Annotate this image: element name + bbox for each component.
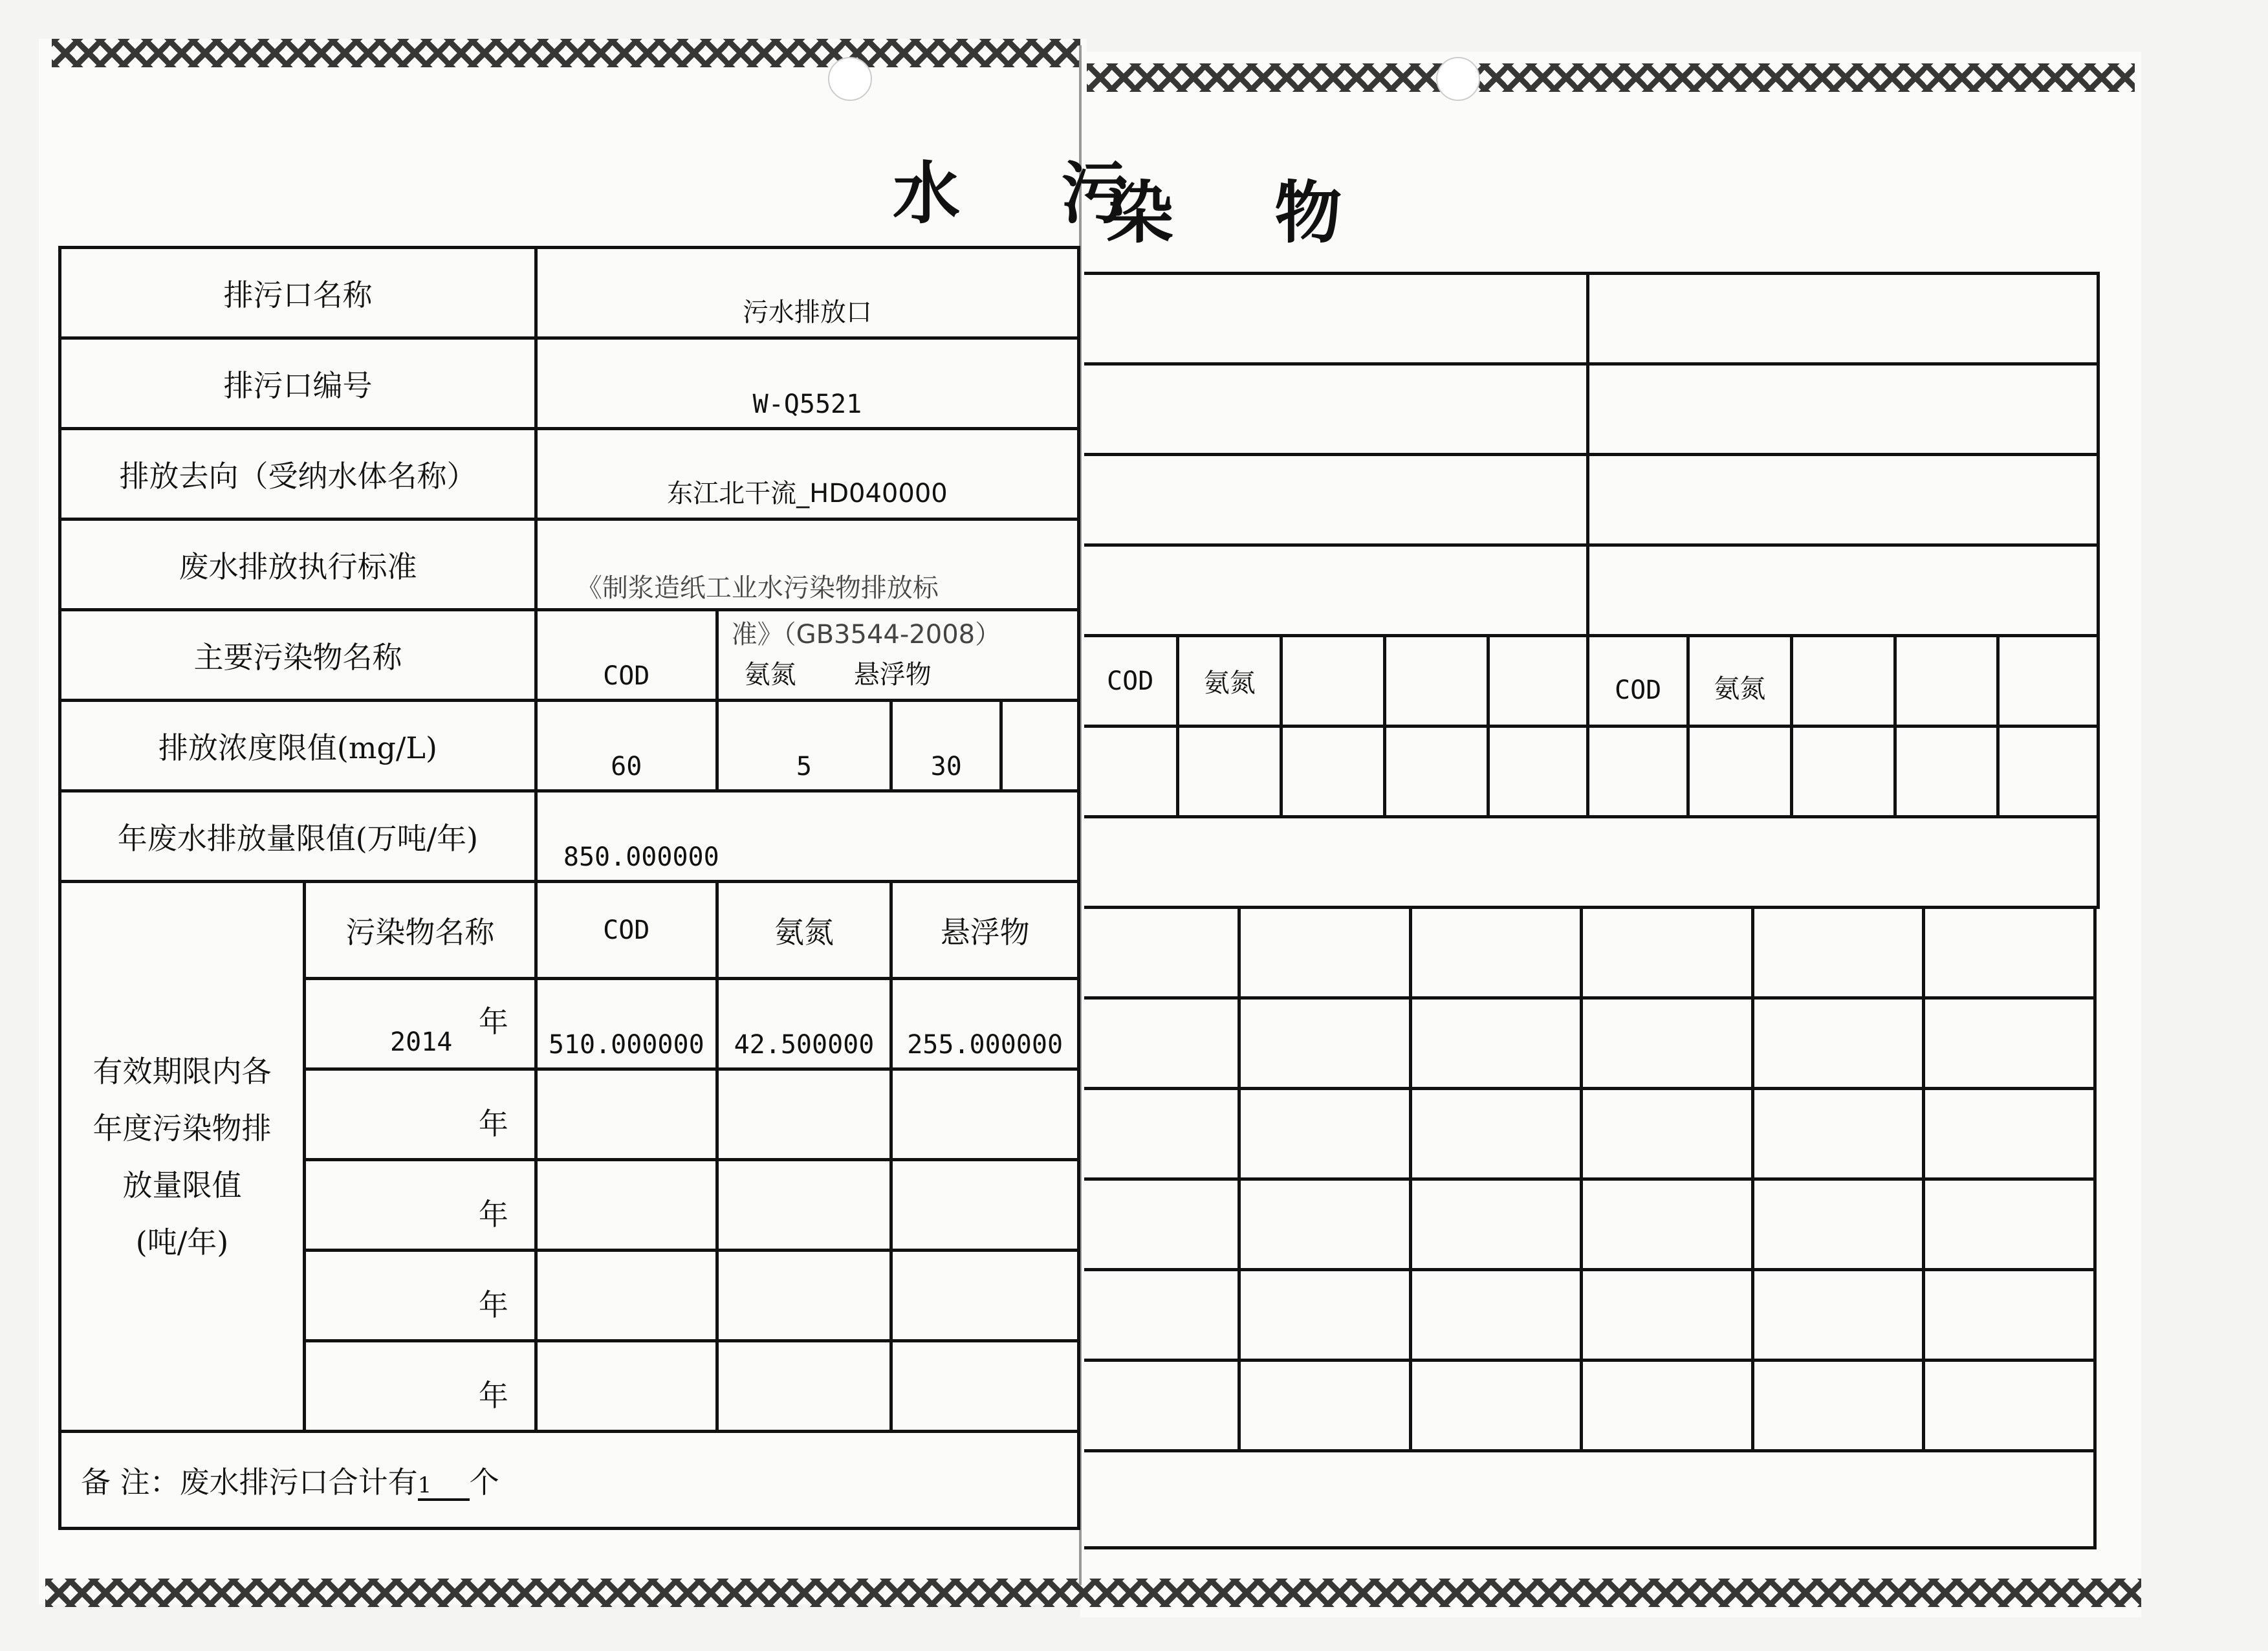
right-lim-5: [1488, 727, 1588, 817]
value-ss-3: [891, 1160, 1079, 1251]
value-cod-1: 510.000000: [536, 979, 717, 1069]
rg-r2c2: [1239, 998, 1411, 1089]
right-g1-c3: [1281, 636, 1385, 727]
right-g2-c3: [1791, 636, 1895, 727]
limit-ammonia: 5: [717, 701, 891, 791]
value-cod-3: [536, 1160, 717, 1251]
remark-count: 1: [418, 1472, 470, 1501]
rg-r5c6: [1924, 1270, 2095, 1361]
right-g2-ammonia: 氨氮: [1688, 636, 1792, 727]
value-ss-2: [891, 1069, 1079, 1160]
limit-empty: [1001, 701, 1079, 791]
value-ammonia-5: [717, 1341, 891, 1432]
right-row-2a: [1084, 364, 1588, 455]
top-zigzag-border-right: [1087, 63, 2135, 92]
standard-value-line1: 《制浆造纸工业水污染物排放标: [576, 573, 939, 603]
rg-r6c2: [1239, 1361, 1411, 1451]
rg-r1c1: [1084, 908, 1239, 998]
rg-r1c3: [1410, 908, 1582, 998]
value-ammonia-1: 42.500000: [717, 979, 891, 1069]
standard-value-line2: 准》（GB3544-2008）: [731, 620, 1001, 650]
header-ss: 悬浮物: [891, 882, 1079, 979]
period-limit-label: [60, 882, 305, 1432]
pollutant-cod: [536, 610, 717, 701]
remark-cell: [60, 1432, 1079, 1529]
rg-r4c1: [1084, 1179, 1239, 1270]
permit-form-left: [58, 246, 1080, 1530]
year-unit-2: 年: [478, 1106, 508, 1141]
right-lim-7: [1688, 727, 1792, 817]
right-lim-9: [1895, 727, 1998, 817]
value-ss-4: [891, 1251, 1079, 1341]
punch-hole-right: [1436, 57, 1480, 101]
right-period-grid: [1084, 906, 2097, 1549]
right-lim-2: [1178, 727, 1281, 817]
value-cod-5: [536, 1341, 717, 1432]
right-g2-c4: [1895, 636, 1998, 727]
value-cod-4: [536, 1251, 717, 1341]
year-cell-1: [304, 979, 536, 1069]
rg-r2c6: [1924, 998, 2095, 1089]
rg-r3c1: [1084, 1089, 1239, 1179]
page-title-right: 染 物: [1106, 173, 1381, 252]
rg-r3c6: [1924, 1089, 2095, 1179]
header-cod: COD: [536, 882, 717, 979]
permit-form-right: [1084, 272, 2100, 909]
rg-r4c5: [1752, 1179, 1924, 1270]
rg-r5c2: [1239, 1270, 1411, 1361]
value-cod-2: [536, 1069, 717, 1160]
value-ammonia-2: [717, 1069, 891, 1160]
year-unit-5: 年: [478, 1378, 508, 1413]
pollutant-cod-text: COD: [603, 661, 650, 691]
right-g1-c5: [1488, 636, 1588, 727]
year-cell-2: [304, 1069, 536, 1160]
rg-r3c5: [1752, 1089, 1924, 1179]
rg-r6c1: [1084, 1361, 1239, 1451]
rg-r1c4: [1582, 908, 1753, 998]
year-unit-4: 年: [478, 1287, 508, 1322]
rg-r3c3: [1410, 1089, 1582, 1179]
rg-remark: [1084, 1451, 2095, 1548]
rg-r4c6: [1924, 1179, 2095, 1270]
pollutant-ss: 悬浮物: [853, 660, 932, 690]
period-label-line2: 年度污染物排: [93, 1110, 272, 1146]
pollutant-ammonia: 氨氮: [744, 660, 796, 690]
right-lim-4: [1384, 727, 1488, 817]
rg-r6c3: [1410, 1361, 1582, 1451]
right-g1-ammonia: 氨氮: [1178, 636, 1281, 727]
right-g2-c5: [1998, 636, 2099, 727]
right-lim-10: [1998, 727, 2099, 817]
discharge-destination-label: 排放去向（受纳水体名称）: [60, 429, 536, 519]
value-ss-5: [891, 1341, 1079, 1432]
rg-r3c2: [1239, 1089, 1411, 1179]
right-lim-8: [1791, 727, 1895, 817]
period-label-line3: 放量限值: [122, 1167, 242, 1203]
right-g1-c4: [1384, 636, 1488, 727]
right-g2-cod: COD: [1588, 636, 1688, 727]
right-annual-row: [1084, 817, 2099, 908]
rg-r5c3: [1410, 1270, 1582, 1361]
rg-r2c3: [1410, 998, 1582, 1089]
rg-r4c2: [1239, 1179, 1411, 1270]
year-cell-4: [304, 1251, 536, 1341]
rg-r6c6: [1924, 1361, 2095, 1451]
rg-r6c4: [1582, 1361, 1753, 1451]
pollutant-name-header: 污染物名称: [304, 882, 536, 979]
right-lim-3: [1281, 727, 1385, 817]
discharge-destination-value: 东江北干流_HD040000: [536, 429, 1078, 519]
period-label-line4: (吨/年): [135, 1224, 229, 1260]
year-unit-3: 年: [478, 1197, 508, 1232]
standard-value: [536, 519, 1078, 610]
right-row-2b: [1588, 364, 2099, 455]
right-row-1a: [1084, 274, 1588, 364]
rg-r1c2: [1239, 908, 1411, 998]
pollutants-label: 主要污染物名称: [60, 610, 536, 701]
right-row-4b: [1588, 545, 2099, 636]
punch-hole-left: [828, 57, 872, 101]
value-ammonia-4: [717, 1251, 891, 1341]
rg-r4c3: [1410, 1179, 1582, 1270]
outlet-number-label: 排污口编号: [60, 338, 536, 429]
rg-r2c1: [1084, 998, 1239, 1089]
remark-suffix: 个: [469, 1464, 499, 1500]
annual-limit-label: 年废水排放量限值(万吨/年): [60, 791, 536, 882]
period-label-line1: 有效期限内各: [93, 1053, 272, 1089]
year-cell-5: [304, 1341, 536, 1432]
rg-r4c4: [1582, 1179, 1753, 1270]
limit-cod: 60: [536, 701, 717, 791]
right-lim-6: [1588, 727, 1688, 817]
year-unit-1: 年: [478, 1004, 508, 1039]
rg-r5c4: [1582, 1270, 1753, 1361]
year-value-1: 2014: [389, 1027, 453, 1057]
standard-label: 废水排放执行标准: [60, 519, 536, 610]
rg-r2c5: [1752, 998, 1924, 1089]
value-ss-1: 255.000000: [891, 979, 1079, 1069]
year-cell-3: [304, 1160, 536, 1251]
remark-prefix: 备 注：废水排污口合计有: [81, 1464, 418, 1500]
rg-r3c4: [1582, 1089, 1753, 1179]
outlet-name-label: 排污口名称: [60, 248, 536, 338]
limit-label: 排放浓度限值(mg/L): [60, 701, 536, 791]
rg-r5c1: [1084, 1270, 1239, 1361]
right-row-3b: [1588, 455, 2099, 545]
right-lim-1: [1084, 727, 1178, 817]
outlet-number-value: W-Q5521: [536, 338, 1078, 429]
outlet-name-value: 污水排放口: [536, 248, 1078, 338]
top-zigzag-border-left: [52, 39, 1080, 67]
right-g1-cod: COD: [1084, 636, 1178, 727]
rg-r6c5: [1752, 1361, 1924, 1451]
annual-limit-value: 850.000000: [536, 791, 1078, 882]
rg-r5c5: [1752, 1270, 1924, 1361]
value-ammonia-3: [717, 1160, 891, 1251]
rg-r2c4: [1582, 998, 1753, 1089]
header-ammonia: 氨氮: [717, 882, 891, 979]
limit-ss: 30: [891, 701, 1001, 791]
right-row-4a: [1084, 545, 1588, 636]
rg-r1c5: [1752, 908, 1924, 998]
bottom-zigzag-border: [45, 1579, 2141, 1607]
pollutant-group: [717, 610, 1078, 701]
right-row-1b: [1588, 274, 2099, 364]
right-row-3a: [1084, 455, 1588, 545]
rg-r1c6: [1924, 908, 2095, 998]
page-title-left: 水 污: [893, 153, 1168, 233]
